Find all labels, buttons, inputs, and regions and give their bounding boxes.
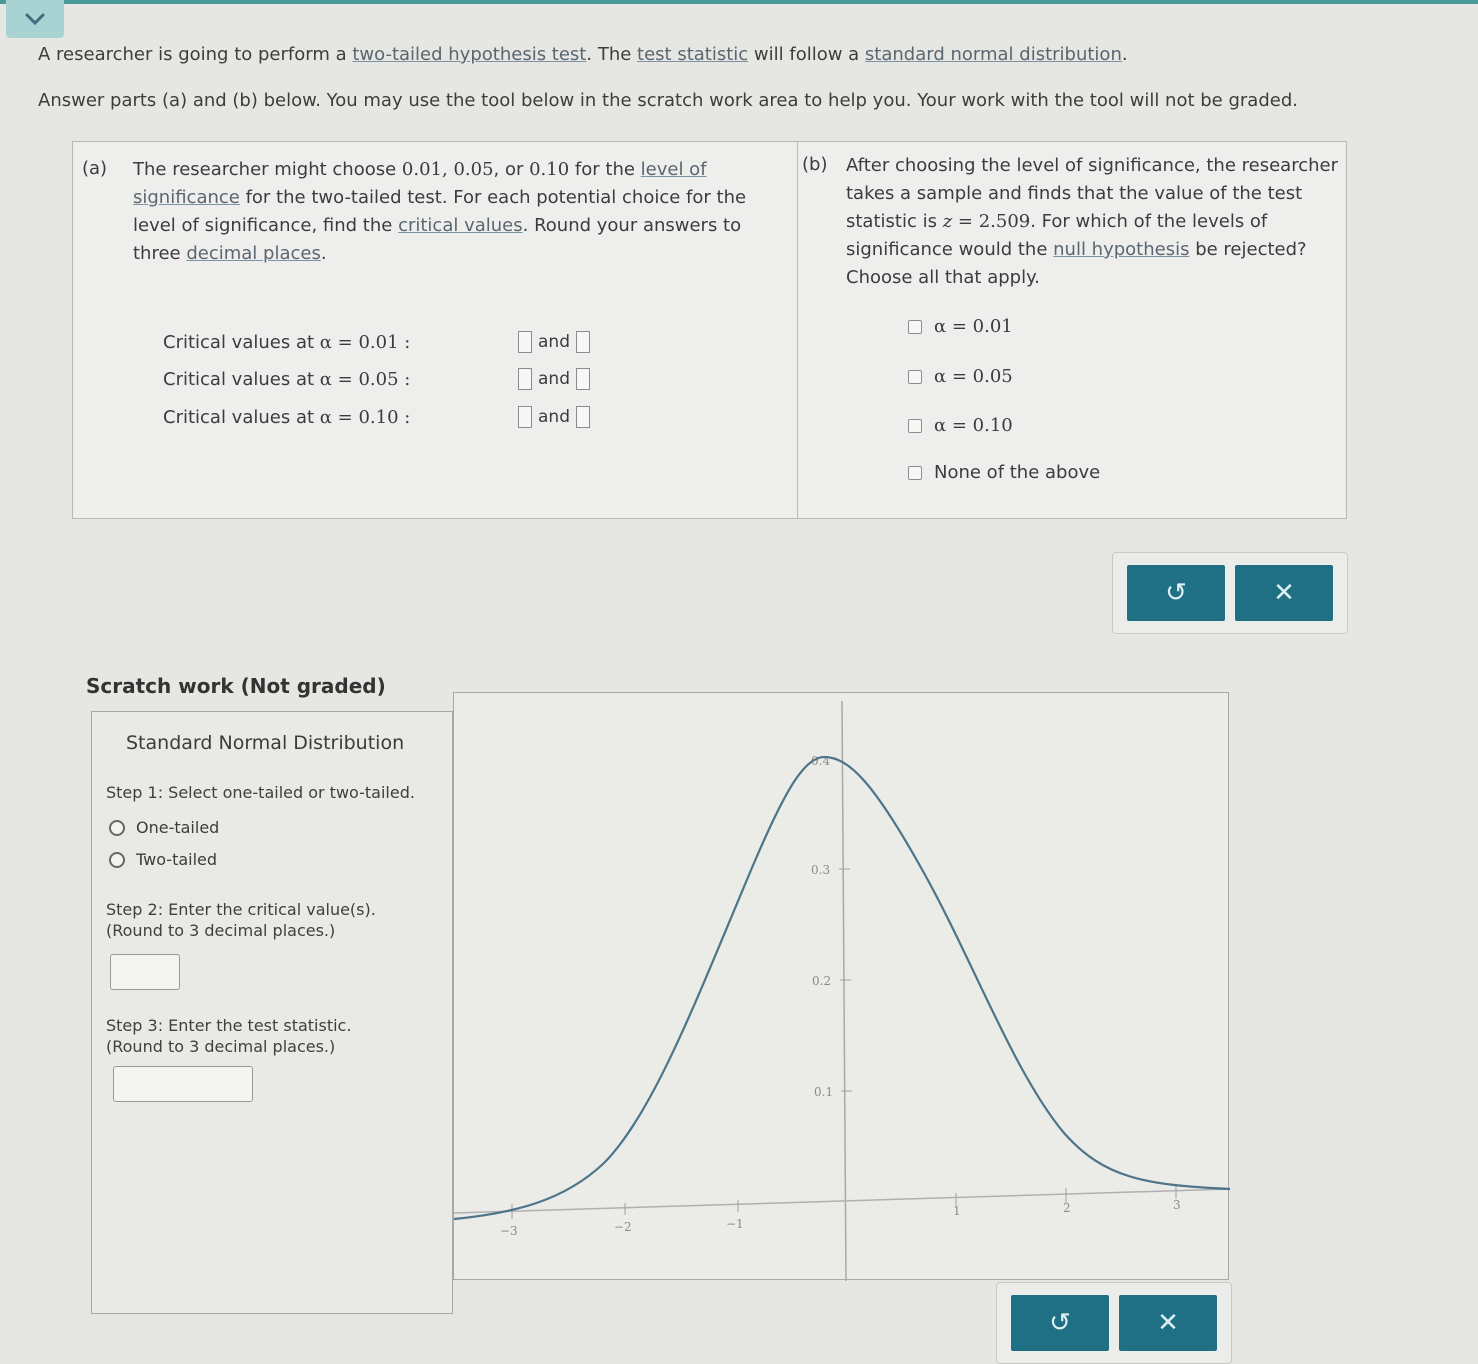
svg-text:−3: −3 xyxy=(500,1224,518,1238)
intro-text: A researcher is going to perform a xyxy=(38,44,353,65)
checkbox[interactable] xyxy=(908,320,922,334)
row-label-text: Critical values at xyxy=(163,368,320,390)
link-decimal-places[interactable]: decimal places xyxy=(186,243,321,264)
prompt-text: . For which of the levels of significance would the xyxy=(846,211,1268,260)
colon: : xyxy=(398,406,411,428)
row-label xyxy=(163,407,518,428)
pdf-curve xyxy=(454,757,1230,1219)
radio-button[interactable] xyxy=(109,852,125,868)
option-label: α = 0.01 xyxy=(934,316,1013,337)
part-a-prompt xyxy=(133,156,793,268)
link-test-statistic[interactable]: test statistic xyxy=(637,44,749,65)
prompt-text: , or xyxy=(493,159,530,180)
z-value: = 2.509 xyxy=(952,211,1031,232)
prompt-text: , xyxy=(442,159,454,180)
tool-action-buttons xyxy=(996,1282,1232,1364)
link-level-of-significance[interactable]: level of significance xyxy=(133,159,707,208)
intro-text: . The xyxy=(586,44,638,65)
colon: : xyxy=(398,368,411,390)
critical-value-input[interactable] xyxy=(110,954,180,990)
question-box xyxy=(72,141,1347,519)
close-icon: ✕ xyxy=(1273,578,1295,608)
svg-text:0.3: 0.3 xyxy=(811,863,831,877)
step3-label xyxy=(106,1015,351,1057)
prompt-text: After choosing the level of significance, the researcher takes a sample and finds that the value of the test statistic is xyxy=(846,155,1338,232)
alpha-value: α = 0.10 xyxy=(319,406,399,428)
part-b-label: (b) xyxy=(802,154,828,175)
link-two-tailed-hypothesis-test[interactable]: two-tailed hypothesis test xyxy=(352,44,587,65)
option-label: α = 0.05 xyxy=(934,366,1013,387)
svg-text:−1: −1 xyxy=(726,1217,744,1231)
step2-line1: Step 2: Enter the critical value(s). xyxy=(106,900,376,919)
critical-value-lower-input[interactable] xyxy=(518,406,532,428)
svg-text:1: 1 xyxy=(953,1204,961,1218)
svg-text:−2: −2 xyxy=(614,1220,632,1234)
answer-action-buttons xyxy=(1112,552,1348,634)
radio-two-tailed[interactable] xyxy=(109,850,217,869)
radio-label: Two-tailed xyxy=(136,850,218,869)
critical-values-row-010 xyxy=(163,406,590,428)
prompt-text: for the two-tailed test. For each potential choice for the level of significance, find the xyxy=(133,187,747,236)
row-label-text: Critical values at xyxy=(163,331,320,353)
checkbox[interactable] xyxy=(908,370,922,384)
top-accent-bar xyxy=(0,0,1478,4)
normal-curve-plot xyxy=(454,693,1230,1281)
radio-one-tailed[interactable] xyxy=(109,818,219,837)
test-statistic-input[interactable] xyxy=(113,1066,253,1102)
prompt-text: The researcher might choose xyxy=(133,159,402,180)
clear-button[interactable] xyxy=(1235,565,1333,621)
part-a-label: (a) xyxy=(82,158,108,179)
instructions: Answer parts (a) and (b) below. You may use the tool below in the scratch work area to help you. Your work with the tool will not be graded. xyxy=(38,90,1298,111)
undo-icon: ↺ xyxy=(1165,578,1187,608)
critical-value-upper-input[interactable] xyxy=(576,331,590,353)
checkbox[interactable] xyxy=(908,466,922,480)
svg-text:0.2: 0.2 xyxy=(812,974,832,988)
collapse-button[interactable] xyxy=(6,0,64,38)
prompt-text: be rejected? Choose all that apply. xyxy=(846,239,1307,288)
alpha-value: 0.01 xyxy=(401,159,442,180)
close-icon: ✕ xyxy=(1157,1308,1179,1338)
svg-text:3: 3 xyxy=(1173,1198,1181,1212)
svg-text:0.1: 0.1 xyxy=(814,1085,834,1099)
part-a xyxy=(73,142,798,518)
step1-label: Step 1: Select one-tailed or two-tailed. xyxy=(106,783,415,802)
intro-text: will follow a xyxy=(748,44,865,65)
prompt-text: . Round your answers to three xyxy=(133,215,742,264)
z-variable: z xyxy=(942,211,953,232)
checkbox[interactable] xyxy=(908,419,922,433)
link-critical-values[interactable]: critical values xyxy=(398,215,523,236)
undo-button[interactable] xyxy=(1127,565,1225,621)
option-alpha-010[interactable] xyxy=(908,415,1013,436)
radio-button[interactable] xyxy=(109,820,125,836)
link-standard-normal-distribution[interactable]: standard normal distribution xyxy=(864,44,1122,65)
critical-values-row-001 xyxy=(163,331,590,353)
tool-title: Standard Normal Distribution xyxy=(126,732,405,754)
tool-panel xyxy=(91,711,453,1314)
prompt-text: . xyxy=(320,243,327,264)
option-label: α = 0.10 xyxy=(934,415,1013,436)
and-label: and xyxy=(538,407,570,427)
critical-value-lower-input[interactable] xyxy=(518,331,532,353)
option-alpha-001[interactable] xyxy=(908,316,1013,337)
critical-value-upper-input[interactable] xyxy=(576,368,590,390)
option-label: None of the above xyxy=(934,462,1101,483)
normal-distribution-graph[interactable] xyxy=(453,692,1229,1280)
undo-icon: ↺ xyxy=(1049,1308,1071,1338)
link-null-hypothesis[interactable]: null hypothesis xyxy=(1053,239,1190,260)
row-label xyxy=(163,369,518,390)
alpha-value: 0.05 xyxy=(453,159,494,180)
chevron-down-icon xyxy=(24,12,46,26)
problem-intro xyxy=(38,44,1128,65)
step2-line2: (Round to 3 decimal places.) xyxy=(106,921,336,940)
step2-label xyxy=(106,899,376,941)
row-label-text: Critical values at xyxy=(163,406,320,428)
intro-text: . xyxy=(1121,44,1128,65)
prompt-text: for the xyxy=(569,159,641,180)
scratch-work-title: Scratch work (Not graded) xyxy=(86,674,386,698)
option-none-of-the-above[interactable] xyxy=(908,462,1100,483)
step3-line2: (Round to 3 decimal places.) xyxy=(106,1037,336,1056)
y-tick-0.4: 0.4 xyxy=(811,754,831,768)
alpha-value: 0.10 xyxy=(529,159,570,180)
critical-values-row-005 xyxy=(163,368,590,390)
alpha-value: α = 0.05 xyxy=(319,368,399,390)
option-alpha-005[interactable] xyxy=(908,366,1013,387)
part-b xyxy=(798,142,1346,518)
and-label: and xyxy=(538,369,570,389)
and-label: and xyxy=(538,332,570,352)
step3-line1: Step 3: Enter the test statistic. xyxy=(106,1016,352,1035)
critical-value-lower-input[interactable] xyxy=(518,368,532,390)
row-label xyxy=(163,332,518,353)
svg-text:2: 2 xyxy=(1063,1201,1071,1215)
alpha-value: α = 0.01 xyxy=(319,331,399,353)
part-b-prompt xyxy=(846,152,1341,292)
radio-label: One-tailed xyxy=(136,818,220,837)
colon: : xyxy=(398,331,411,353)
critical-value-upper-input[interactable] xyxy=(576,406,590,428)
